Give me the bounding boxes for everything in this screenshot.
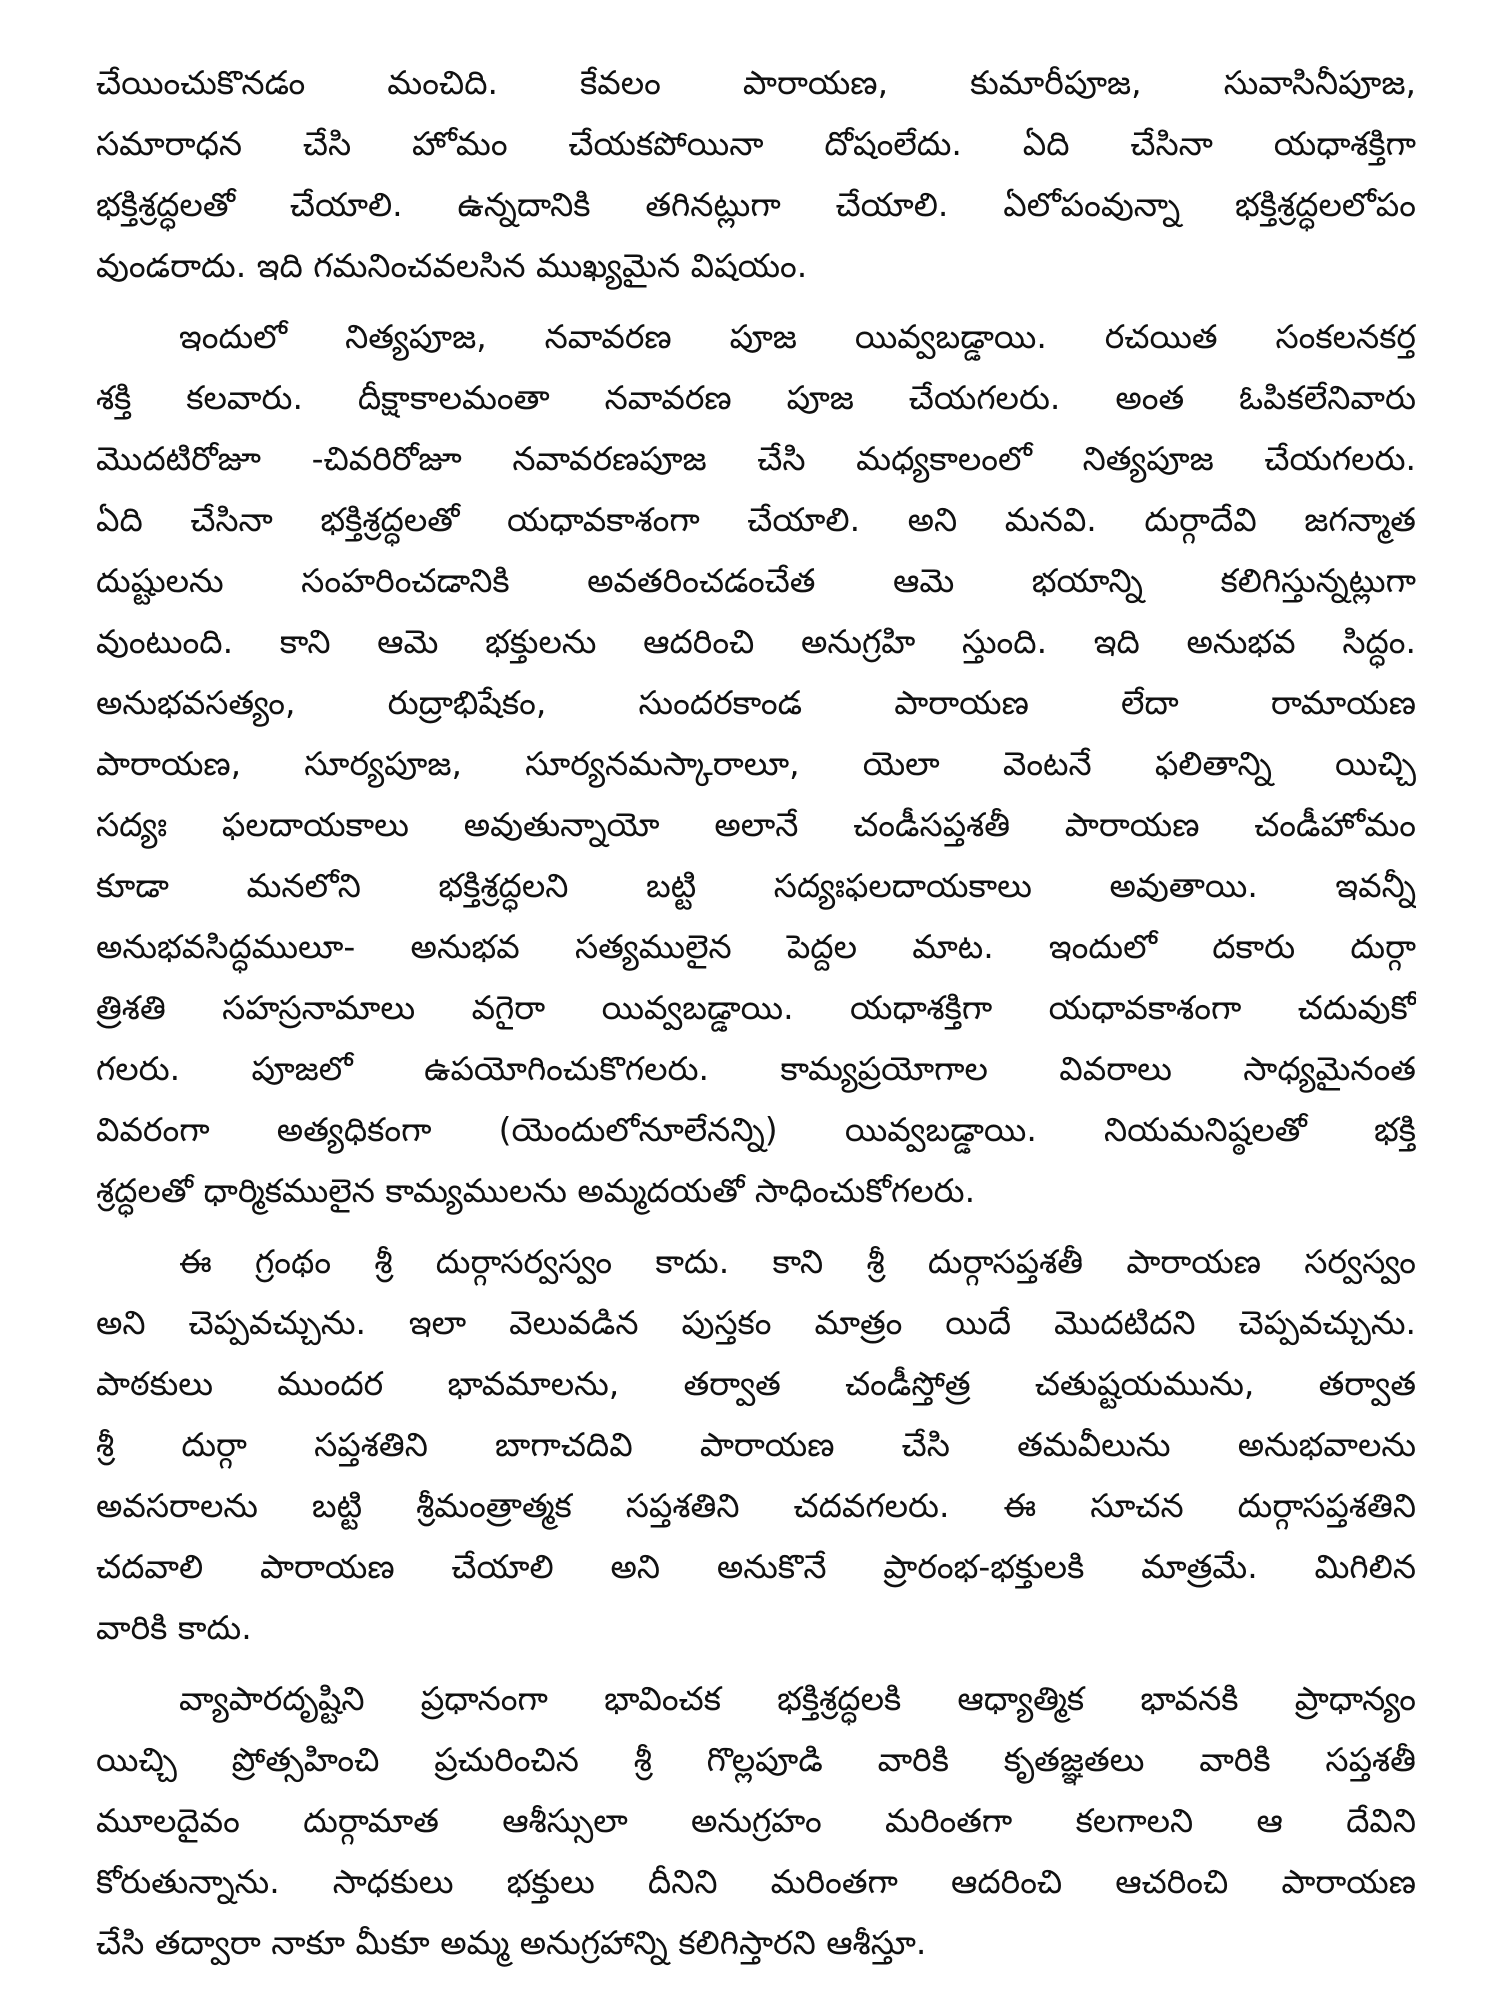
text-line: కూడా మనలోని భక్తిశ్రద్ధలని బట్టి సద్యఃఫలదాయకాలు అవుతాయి. ఇవన్నీ <box>96 866 1416 905</box>
paragraph-2 <box>96 306 1416 1221</box>
text-line: సమారాధన చేసి హోమం చేయకపోయినా దోషంలేదు. ఏది చేసినా యధాశక్తిగా <box>96 124 1416 163</box>
text-line: ఈ గ్రంథం శ్రీ దుర్గాసర్వస్వం కాదు. కాని శ్రీ దుర్గాసప్తశతీ పారాయణ సర్వస్వం <box>179 1242 1416 1281</box>
paragraph-4 <box>96 1668 1416 1973</box>
paragraph-3 <box>96 1231 1416 1658</box>
text-line: వ్యాపారదృష్టిని ప్రధానంగా భావించక భక్తిశ్రద్ధలకి ఆధ్యాత్మిక భావనకి ప్రాధాన్యం <box>179 1679 1416 1718</box>
text-line: త్రిశతి సహస్రనామాలు వగైరా యివ్వబడ్డాయి. యధాశక్తిగా యధావకాశంగా చదువుకో <box>96 988 1416 1027</box>
text-line: సద్యః ఫలదాయకాలు అవుతున్నాయో అలానే చండీసప్తశతీ పారాయణ చండీహోమం <box>96 805 1416 844</box>
text-line: వుంటుంది. కాని ఆమె భక్తులను ఆదరించి అనుగ్రహి స్తుంది. ఇది అనుభవ సిద్ధం. <box>96 622 1416 661</box>
text-line: ఏది చేసినా భక్తిశ్రద్ధలతో యధావకాశంగా చేయాలి. అని మనవి. దుర్గాదేవి జగన్మాత <box>96 500 1416 539</box>
text-line: అవసరాలను బట్టి శ్రీమంత్రాత్మక సప్తశతిని చదవగలరు. ఈ సూచన దుర్గాసప్తశతిని <box>96 1486 1416 1525</box>
text-line: పారాయణ, సూర్యపూజ, సూర్యనమస్కారాలూ, యెలా వెంటనే ఫలితాన్ని యిచ్చి <box>96 744 1416 783</box>
text-line: మూలదైవం దుర్గామాత ఆశీస్సులా అనుగ్రహం మరింతగా కలగాలని ఆ దేవిని <box>96 1801 1416 1840</box>
text-line: శక్తి కలవారు. దీక్షాకాలమంతా నవావరణ పూజ చేయగలరు. అంత ఓపికలేనివారు <box>96 378 1416 417</box>
text-line: దుష్టులను సంహరించడానికి అవతరించడంచేత ఆమె భయాన్ని కలిగిస్తున్నట్లుగా <box>96 561 1416 600</box>
text-line: చేయించుకొనడం మంచిది. కేవలం పారాయణ, కుమారీపూజ, సువాసినీపూజ, <box>96 63 1416 102</box>
text-line: కోరుతున్నాను. సాధకులు భక్తులు దీనిని మరింతగా ఆదరించి ఆచరించి పారాయణ <box>96 1862 1416 1901</box>
text-line: వివరంగా అత్యధికంగా (యెందులోనూలేనన్ని) యివ్వబడ్డాయి. నియమనిష్ఠలతో భక్తి <box>96 1110 1416 1149</box>
text-line: ఇందులో నిత్యపూజ, నవావరణ పూజ యివ్వబడ్డాయి. రచయిత సంకలనకర్త <box>179 317 1416 356</box>
text-line: శ్రీ దుర్గా సప్తశతిని బాగాచదివి పారాయణ చేసి తమవీలును అనుభవాలను <box>96 1425 1416 1464</box>
text-line: చేసి తద్వారా నాకూ మీకూ అమ్మ అనుగ్రహాన్ని కలిగిస్తారని ఆశీస్తూ. <box>96 1923 927 1962</box>
text-line: అని చెప్పవచ్చును. ఇలా వెలువడిన పుస్తకం మాత్రం యిదే మొదటిదని చెప్పవచ్చును. <box>96 1303 1416 1342</box>
text-line: వుండరాదు. ఇది గమనించవలసిన ముఖ్యమైన విషయం. <box>96 246 808 285</box>
text-line: అనుభవసత్యం, రుద్రాభిషేకం, సుందరకాండ పారాయణ లేదా రామాయణ <box>96 683 1416 722</box>
text-line: పాఠకులు ముందర భావమాలను, తర్వాత చండీస్తోత్ర చతుష్టయమును, తర్వాత <box>96 1364 1416 1403</box>
text-line: శ్రద్ధలతో ధార్మికములైన కామ్యములను అమ్మదయతో సాధించుకోగలరు. <box>96 1171 976 1210</box>
text-line: గలరు. పూజలో ఉపయోగించుకొగలరు. కామ్యప్రయోగాల వివరాలు సాధ్యమైనంత <box>96 1049 1416 1088</box>
text-line: యిచ్చి ప్రోత్సహించి ప్రచురించిన శ్రీ గొల్లపూడి వారికి కృతజ్ఞతలు వారికి సప్తశతీ <box>96 1740 1416 1779</box>
text-line: మొదటిరోజూ -చివరిరోజూ నవావరణపూజ చేసి మధ్యకాలంలో నిత్యపూజ చేయగలరు. <box>96 439 1416 478</box>
text-line: అనుభవసిద్ధములూ- అనుభవ సత్యములైన పెద్దల మాట. ఇందులో దకారు దుర్గా <box>96 927 1416 966</box>
text-line: చదవాలి పారాయణ చేయాలి అని అనుకొనే ప్రారంభ-భక్తులకి మాత్రమే. మిగిలిన <box>96 1547 1416 1586</box>
paragraph-1 <box>96 52 1416 296</box>
text-line: భక్తిశ్రద్ధలతో చేయాలి. ఉన్నదానికి తగినట్లుగా చేయాలి. ఏలోపంవున్నా భక్తిశ్రద్ధలలోపం <box>96 185 1416 224</box>
text-line: వారికి కాదు. <box>96 1608 252 1647</box>
